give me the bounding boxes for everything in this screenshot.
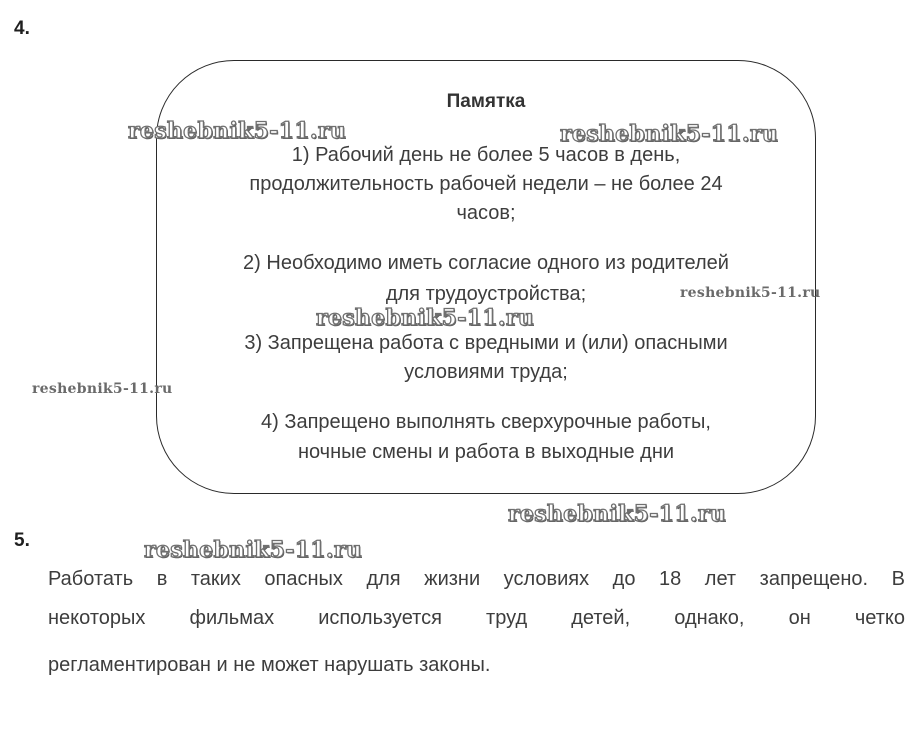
- memo-line-8: 4) Запрещено выполнять сверхурочные работы,: [261, 411, 711, 433]
- watermark: reshebnik5-11.ru: [128, 118, 347, 144]
- answer-line-1: Работать в таких опасных для жизни условиях до 18 лет запрещено. В: [48, 568, 905, 590]
- memo-title: Памятка: [446, 91, 526, 112]
- watermark: reshebnik5-11.ru: [560, 121, 779, 147]
- memo-line-3: часов;: [456, 202, 516, 224]
- memo-line-2: продолжительность рабочей недели – не более 24: [249, 173, 723, 195]
- watermark: reshebnik5-11.ru: [316, 305, 535, 331]
- memo-line-6: 3) Запрещена работа с вредными и (или) опасными: [244, 332, 728, 354]
- watermark: reshebnik5-11.ru: [32, 381, 173, 397]
- memo-line-9: ночные смены и работа в выходные дни: [297, 441, 675, 463]
- watermark: reshebnik5-11.ru: [680, 285, 821, 301]
- task-4-number: 4.: [14, 18, 30, 39]
- answer-line-2: некоторых фильмах используется труд детей, однако, он четко: [48, 607, 905, 629]
- answer-line-3: регламентирован и не может нарушать законы.: [48, 654, 491, 676]
- memo-line-4: 2) Необходимо иметь согласие одного из родителей: [243, 252, 729, 274]
- watermark: reshebnik5-11.ru: [508, 501, 727, 527]
- task-5-number: 5.: [14, 530, 30, 551]
- watermark: reshebnik5-11.ru: [144, 537, 363, 563]
- memo-line-7: условиями труда;: [404, 361, 568, 383]
- memo-line-1: 1) Рабочий день не более 5 часов в день,: [291, 144, 681, 166]
- memo-line-5: для трудоустройства;: [385, 283, 587, 305]
